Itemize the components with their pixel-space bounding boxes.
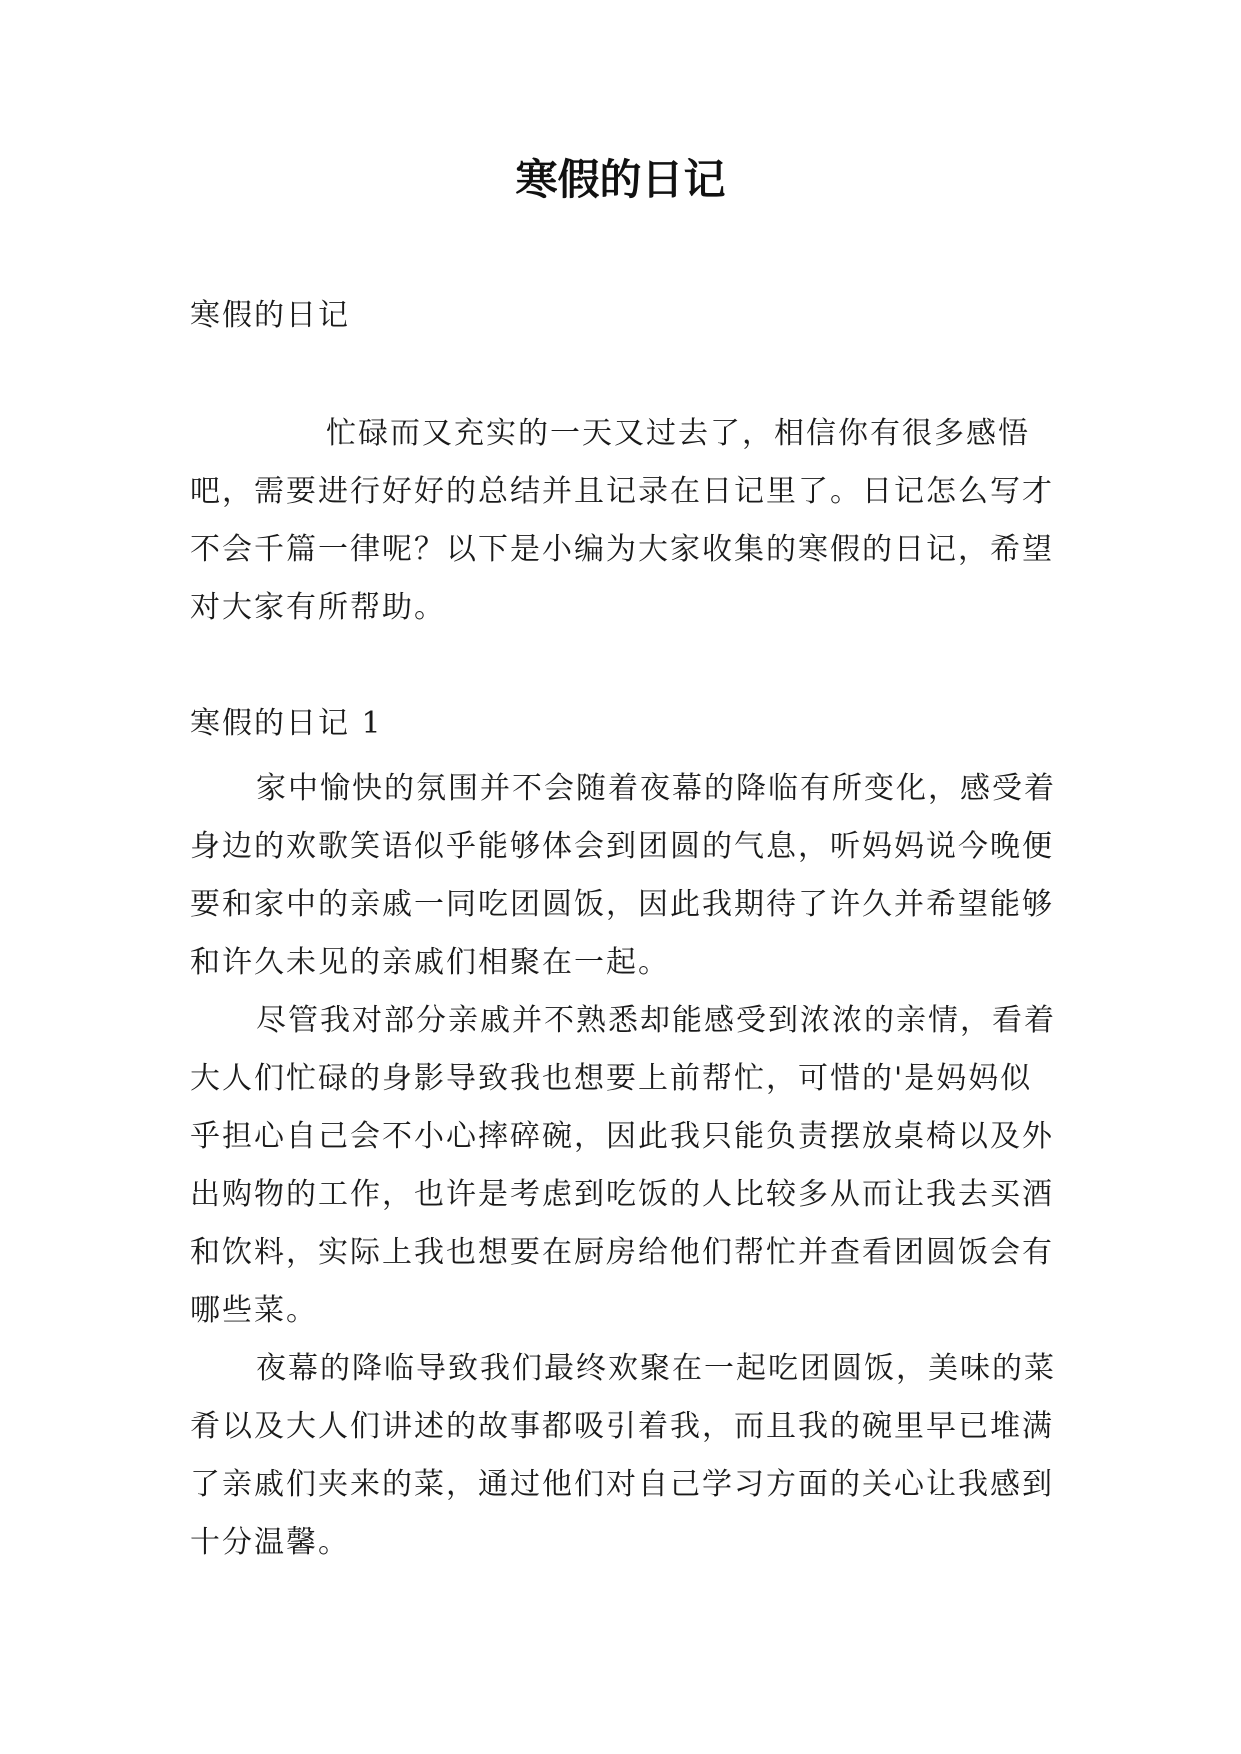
document-subtitle: 寒假的日记 (190, 298, 350, 333)
section-heading: 寒假的日记 1 (190, 706, 383, 741)
intro-paragraph: 忙碌而又充实的一天又过去了，相信你有很多感悟吧，需要进行好好的总结并且记录在日记里了。日记怎么写才不会千篇一律呢？以下是小编为大家收集的寒假的日记，希望对大家有所帮助。 (190, 416, 1054, 625)
body-paragraph-2: 尽管我对部分亲戚并不熟悉却能感受到浓浓的亲情，看着大人们忙碌的身影导致我也想要上前帮忙，可惜的'是妈妈似乎担心自己会不小心摔碎碗，因此我只能负责摆放桌椅以及外出购物的工作，也许是考虑到吃饭的人比较多从而让我去买酒和饮料，实际上我也想要在厨房给他们帮忙并查看团圆饭会有哪些菜。 (190, 1003, 1056, 1328)
document-title: 寒假的日记 (515, 155, 726, 204)
body-paragraphs (190, 760, 1060, 1572)
body-paragraph-3: 夜幕的降临导致我们最终欢聚在一起吃团圆饭，美味的菜肴以及大人们讲述的故事都吸引着我，而且我的碗里早已堆满了亲戚们夹来的菜，通过他们对自己学习方面的关心让我感到十分温馨。 (190, 1351, 1056, 1560)
body-paragraph-1: 家中愉快的氛围并不会随着夜幕的降临有所变化，感受着身边的欢歌笑语似乎能够体会到团圆的气息，听妈妈说今晚便要和家中的亲戚一同吃团圆饭，因此我期待了许久并希望能够和许久未见的亲戚们相聚在一起。 (190, 771, 1056, 980)
